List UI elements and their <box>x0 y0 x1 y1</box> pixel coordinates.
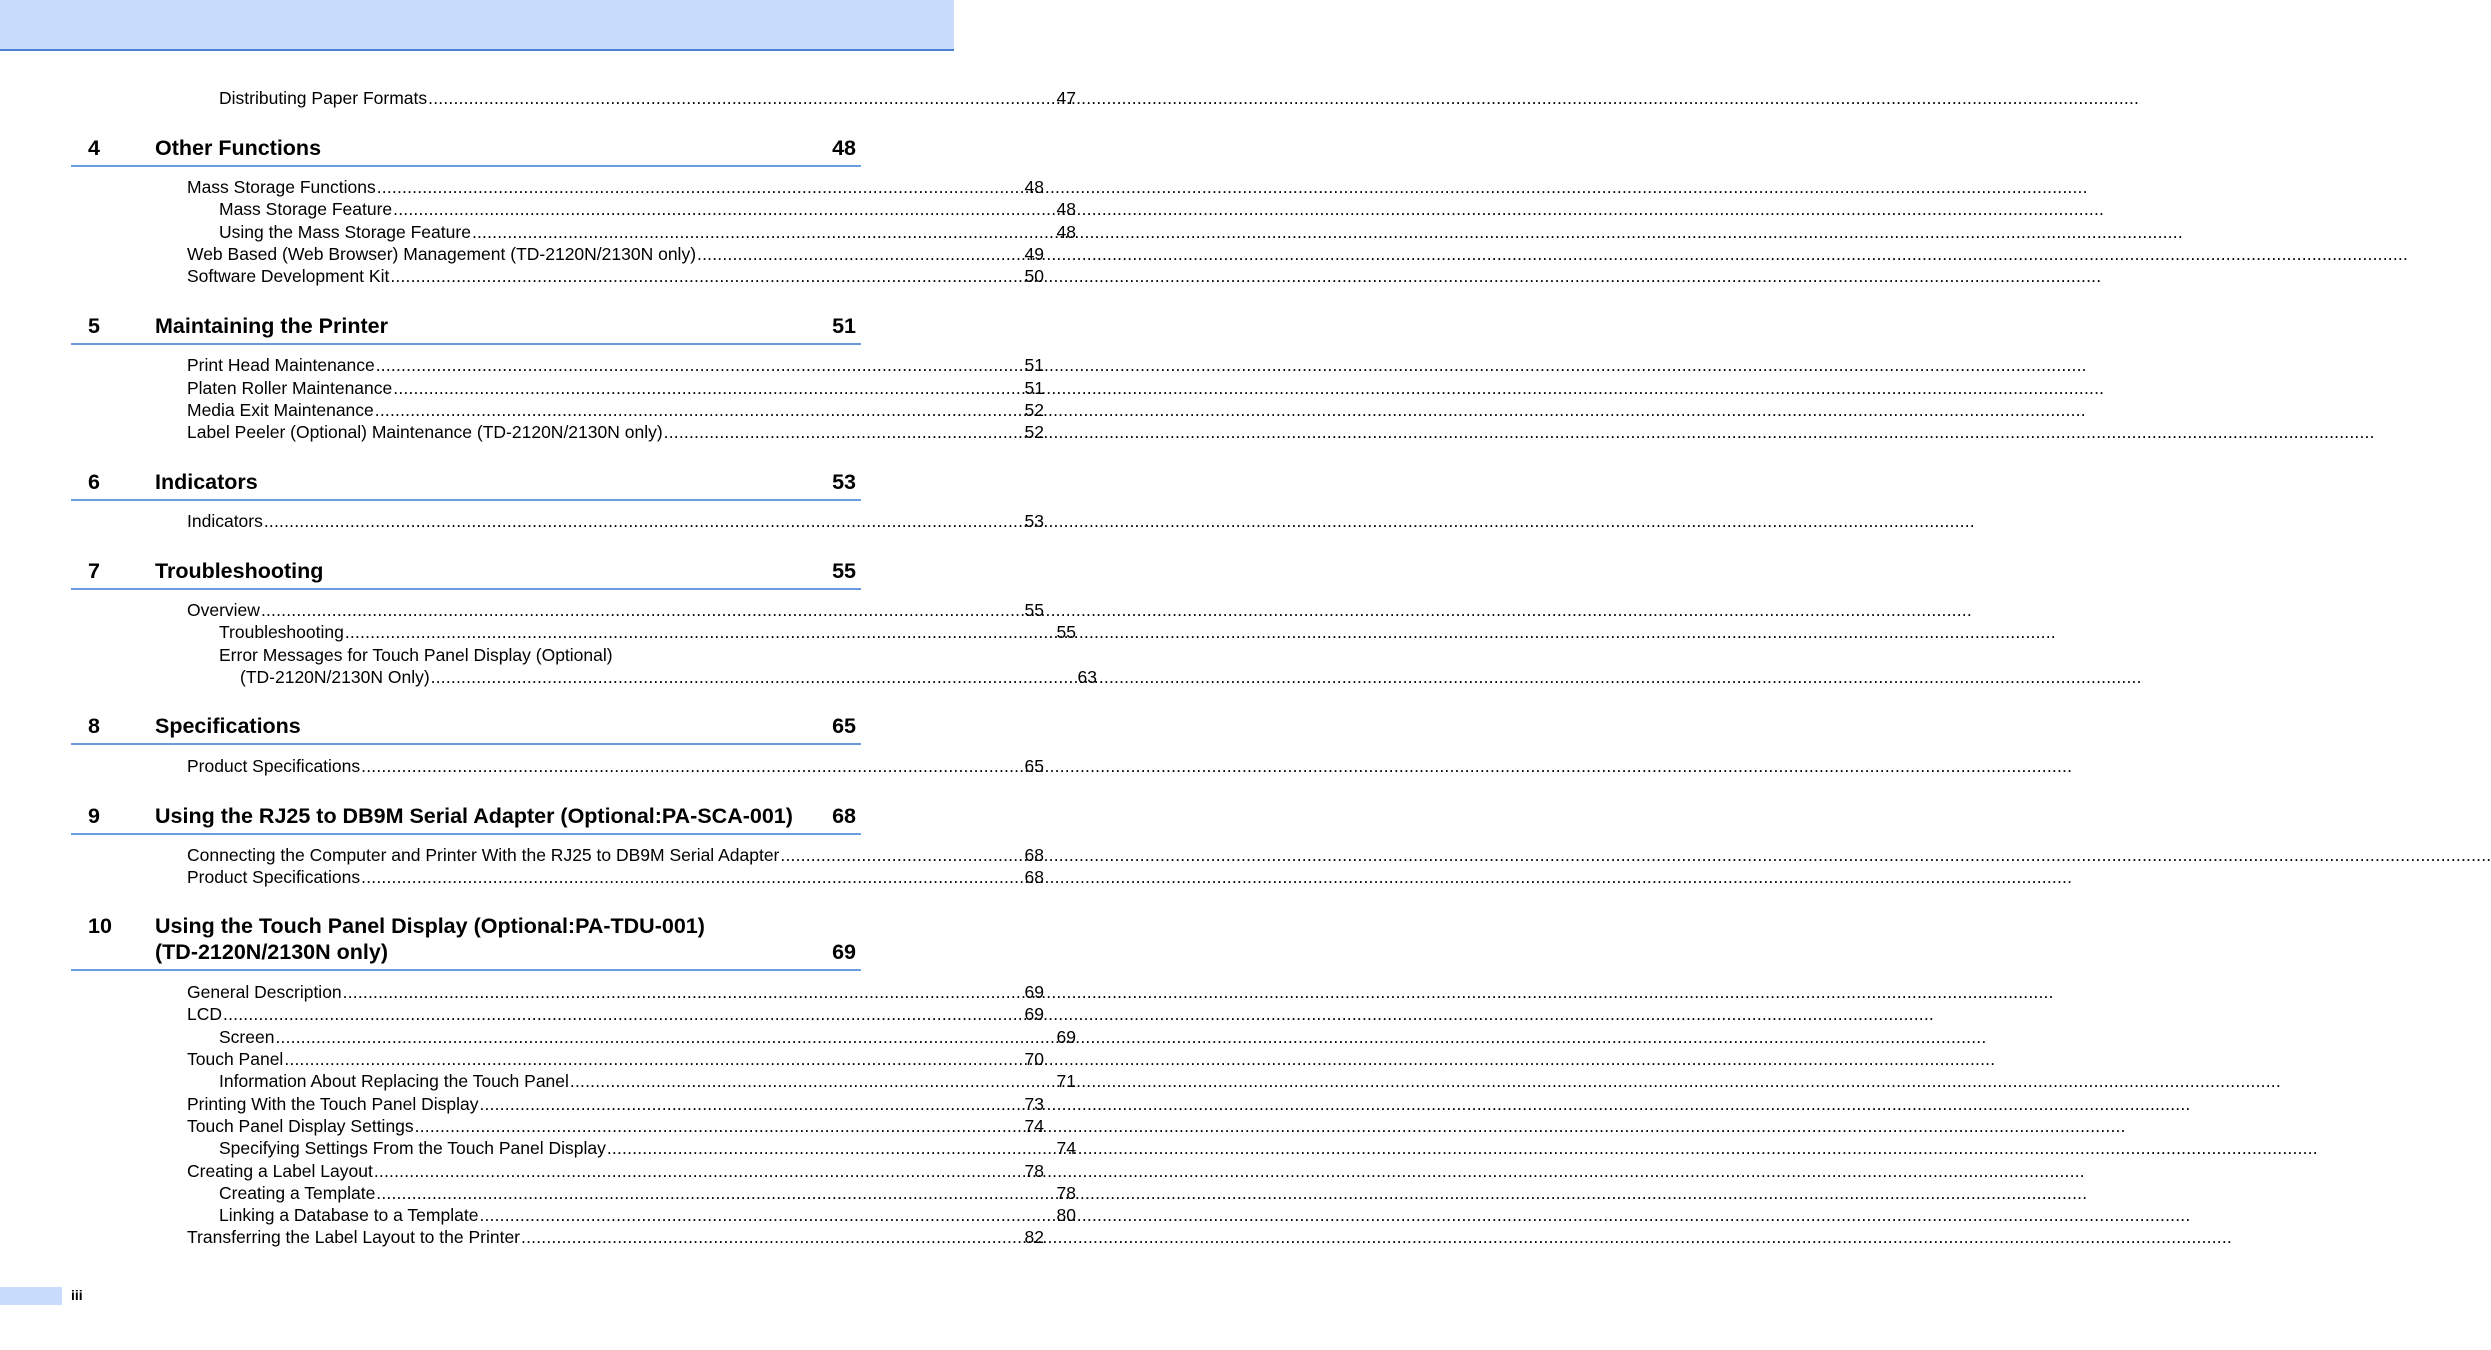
chapter-page: 68 <box>832 804 856 828</box>
toc-entry[interactable] <box>0 354 1044 376</box>
toc-entry-page: 69 <box>1024 982 1044 1002</box>
chapter-number: 8 <box>88 714 100 738</box>
toc-entry[interactable] <box>0 265 1044 287</box>
toc-entry-page: 47 <box>1056 88 1076 108</box>
toc-entry-page: 49 <box>1024 244 1044 264</box>
toc-entry-label: Platen Roller Maintenance <box>187 378 393 398</box>
toc-entry-label: Software Development Kit <box>187 266 390 286</box>
toc-entry-page: 69 <box>1056 1027 1076 1047</box>
toc-entry-page: 53 <box>1024 511 1044 531</box>
chapter-number: 9 <box>88 804 100 828</box>
chapter-heading[interactable] <box>71 554 861 590</box>
toc-entry-page: 48 <box>1056 199 1076 219</box>
toc-entry-label: Transferring the Label Layout to the Printer <box>187 1227 521 1247</box>
toc-entry-label: Distributing Paper Formats <box>219 88 428 108</box>
leader-dots <box>343 981 1024 1003</box>
table-of-contents <box>0 0 1097 1350</box>
leader-dots <box>480 1093 1024 1115</box>
chapter-heading[interactable] <box>71 130 861 167</box>
toc-entry[interactable] <box>0 221 1076 243</box>
leader-dots <box>390 265 1023 287</box>
toc-entry-label: Indicators <box>187 511 263 531</box>
leader-dots <box>415 1115 1024 1137</box>
chapter-number: 6 <box>88 470 100 494</box>
toc-entry-page: 78 <box>1024 1161 1044 1181</box>
leader-dots <box>223 1003 1024 1025</box>
toc-entry-page: 52 <box>1024 422 1044 442</box>
toc-entry-label[interactable]: Error Messages for Touch Panel Display (Optional) <box>219 645 613 665</box>
chapter-heading[interactable] <box>71 465 861 501</box>
toc-entry[interactable] <box>0 399 1044 421</box>
toc-entry[interactable] <box>0 666 1097 688</box>
chapter-title: Indicators <box>155 470 258 494</box>
toc-entry-page: 74 <box>1056 1138 1076 1158</box>
toc-entry[interactable] <box>0 981 1044 1003</box>
toc-entry-page: 70 <box>1024 1049 1044 1069</box>
leader-dots <box>377 176 1024 198</box>
toc-entry[interactable] <box>0 1026 1076 1048</box>
toc-entry-label: Creating a Template <box>219 1183 376 1203</box>
toc-entry-page: 78 <box>1056 1183 1076 1203</box>
toc-entry-label: Printing With the Touch Panel Display <box>187 1094 479 1114</box>
toc-entry[interactable] <box>0 377 1044 399</box>
toc-entry[interactable] <box>0 1093 1044 1115</box>
toc-entry[interactable] <box>0 844 1044 866</box>
toc-entry[interactable] <box>0 198 1076 220</box>
toc-entry[interactable] <box>0 1115 1044 1137</box>
toc-entry-label: Product Specifications <box>187 756 361 776</box>
leader-dots <box>521 1226 1024 1248</box>
leader-dots <box>284 1048 1023 1070</box>
toc-entry[interactable] <box>0 1048 1044 1070</box>
chapter-page: 65 <box>832 714 856 738</box>
toc-entry[interactable] <box>0 755 1044 777</box>
leader-dots <box>264 510 1024 532</box>
leader-dots <box>431 666 1077 688</box>
toc-entry[interactable] <box>0 1160 1044 1182</box>
toc-entry-label: Touch Panel Display Settings <box>187 1116 414 1136</box>
toc-entry-page: 48 <box>1024 177 1044 197</box>
toc-entry-page: 65 <box>1024 756 1044 776</box>
toc-entry-label: Linking a Database to a Template <box>219 1205 479 1225</box>
toc-entry[interactable] <box>0 1137 1076 1159</box>
toc-entry-label: Creating a Label Layout <box>187 1161 373 1181</box>
chapter-title: Maintaining the Printer <box>155 314 388 338</box>
toc-entry-label: Media Exit Maintenance <box>187 400 374 420</box>
leader-dots <box>697 243 1024 265</box>
toc-entry-page: 55 <box>1056 622 1076 642</box>
toc-entry-label: Touch Panel <box>187 1049 284 1069</box>
chapter-number: 4 <box>88 136 100 160</box>
footer-tab <box>0 1287 62 1305</box>
toc-entry-page: 69 <box>1024 1004 1044 1024</box>
toc-entry-page: 68 <box>1024 845 1044 865</box>
toc-entry-label: Product Specifications <box>187 867 361 887</box>
chapter-heading[interactable] <box>71 910 861 971</box>
leader-dots <box>472 221 1056 243</box>
leader-dots <box>261 599 1024 621</box>
leader-dots <box>428 87 1055 109</box>
leader-dots <box>479 1204 1055 1226</box>
toc-entry-label: Overview <box>187 600 260 620</box>
chapter-page: 55 <box>832 559 856 583</box>
leader-dots <box>664 421 1024 443</box>
chapter-heading[interactable] <box>71 710 861 745</box>
toc-entry[interactable] <box>0 1070 1076 1092</box>
toc-entry-label: LCD <box>187 1004 223 1024</box>
toc-entry[interactable] <box>0 87 1076 109</box>
toc-entry[interactable] <box>0 176 1044 198</box>
leader-dots <box>376 354 1024 376</box>
toc-entry[interactable] <box>0 510 1044 532</box>
leader-dots <box>375 399 1024 421</box>
toc-entry-page: 82 <box>1024 1227 1044 1247</box>
toc-entry[interactable] <box>0 621 1076 643</box>
chapter-title: Using the RJ25 to DB9M Serial Adapter (Optional:PA-SCA-001) <box>155 804 793 828</box>
toc-entry-label: Connecting the Computer and Printer With the RJ25 to DB9M Serial Adapter <box>187 845 780 865</box>
leader-dots <box>393 377 1023 399</box>
chapter-title: Other Functions <box>155 136 322 160</box>
toc-entry[interactable] <box>0 599 1044 621</box>
toc-entry[interactable] <box>0 1226 1044 1248</box>
toc-entry-page: 68 <box>1024 867 1044 887</box>
toc-entry-label: Mass Storage Functions <box>187 177 376 197</box>
toc-entry-page: 55 <box>1024 600 1044 620</box>
leader-dots <box>275 1026 1055 1048</box>
toc-entry-page: 73 <box>1024 1094 1044 1114</box>
toc-entry-label: General Description <box>187 982 342 1002</box>
toc-entry-label: Using the Mass Storage Feature <box>219 222 471 242</box>
toc-entry-page: 51 <box>1024 378 1044 398</box>
toc-entry[interactable] <box>0 1204 1076 1226</box>
toc-entry-page: 80 <box>1056 1205 1076 1225</box>
chapter-page: 69 <box>832 940 856 964</box>
chapter-heading[interactable] <box>71 309 861 345</box>
toc-entry[interactable] <box>0 421 1044 443</box>
toc-entry[interactable] <box>0 866 1044 888</box>
toc-entry-label: Web Based (Web Browser) Management (TD-2120N/2130N only) <box>187 244 697 264</box>
leader-dots <box>607 1137 1056 1159</box>
toc-entry-label: Screen <box>219 1027 275 1047</box>
toc-entry-page: 63 <box>1077 667 1097 687</box>
toc-entry-label: Print Head Maintenance <box>187 355 375 375</box>
leader-dots <box>374 1160 1024 1182</box>
leader-dots <box>376 1182 1055 1204</box>
chapter-number: 7 <box>88 559 100 583</box>
leader-dots <box>780 844 1023 866</box>
toc-entry-page: 51 <box>1024 355 1044 375</box>
leader-dots <box>361 866 1023 888</box>
chapter-page: 51 <box>832 314 856 338</box>
chapter-title-line1: Using the Touch Panel Display (Optional:PA-TDU-001) <box>155 914 705 938</box>
toc-entry-page: 52 <box>1024 400 1044 420</box>
toc-entry-label: Specifying Settings From the Touch Panel Display <box>219 1138 606 1158</box>
toc-entry-label: Information About Replacing the Touch Panel <box>219 1071 569 1091</box>
leader-dots <box>570 1070 1056 1092</box>
toc-entry-label: Mass Storage Feature <box>219 199 393 219</box>
toc-entry-page: 50 <box>1024 266 1044 286</box>
leader-dots <box>361 755 1023 777</box>
chapter-page: 48 <box>832 136 856 160</box>
toc-entry[interactable] <box>0 1003 1044 1025</box>
chapter-title: Specifications <box>155 714 301 738</box>
toc-entry-page: 48 <box>1056 222 1076 242</box>
toc-entry-label: (TD-2120N/2130N Only) <box>240 667 430 687</box>
toc-entry-page: 74 <box>1024 1116 1044 1136</box>
chapter-page: 53 <box>832 470 856 494</box>
chapter-heading[interactable] <box>71 799 861 835</box>
chapter-title: Troubleshooting <box>155 559 324 583</box>
toc-entry[interactable] <box>0 243 1044 265</box>
toc-entry-page: 71 <box>1056 1071 1076 1091</box>
footer-page-number: iii <box>71 1287 83 1303</box>
toc-entry-label: Label Peeler (Optional) Maintenance (TD-2120N/2130N only) <box>187 422 663 442</box>
leader-dots <box>393 198 1055 220</box>
chapter-number: 5 <box>88 314 100 338</box>
leader-dots <box>345 621 1056 643</box>
chapter-number: 10 <box>88 914 112 938</box>
chapter-title-line2: (TD-2120N/2130N only) <box>155 940 388 964</box>
toc-entry[interactable] <box>0 1182 1076 1204</box>
toc-entry-label: Troubleshooting <box>219 622 344 642</box>
